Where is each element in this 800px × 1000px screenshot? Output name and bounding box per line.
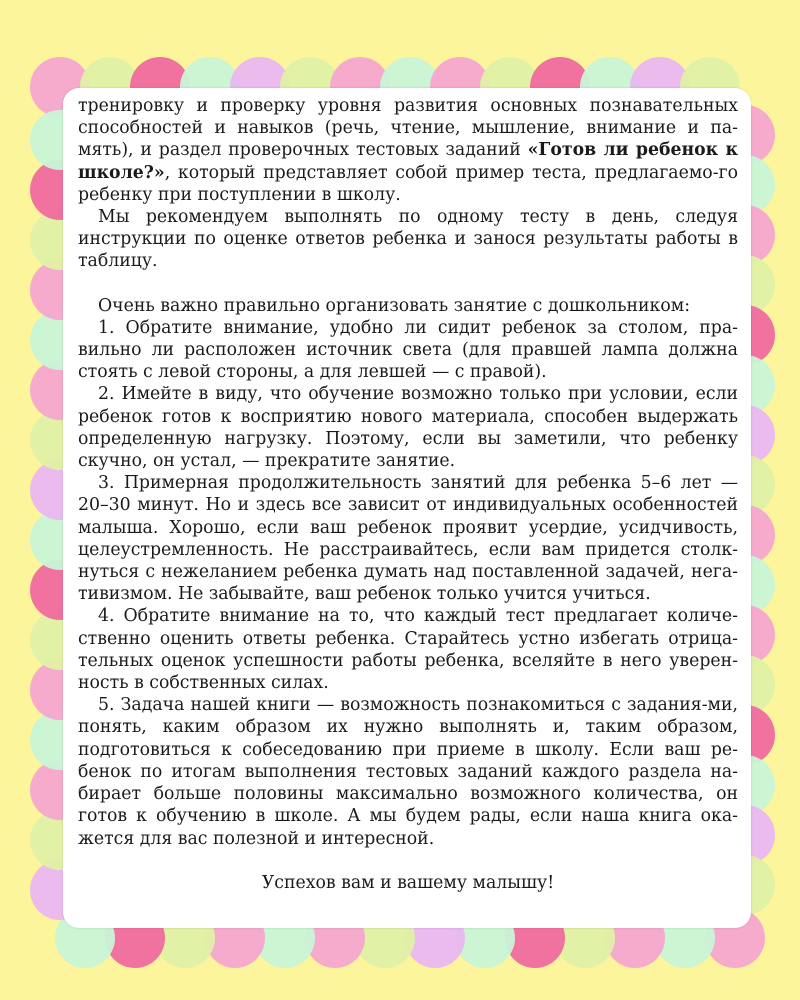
section-title: «Готов ли ребенок к школе?» (78, 140, 738, 183)
recommendation-paragraph: Мы рекомендуем выполнять по одному тесту в день, следуя инструкции по оценке ответов ребенка и занося результаты работы в таблицу. (78, 207, 738, 272)
list-item: 4. Обратите внимание на то, что каждый тест предлагает количе-ственно оценить ответы ребенка. Старайтесь устно избегать отрица-тельных оценок успешности работы ребенка, вселяйте в него уверен-ность в собственных силах. (78, 606, 738, 694)
page-text (78, 95, 738, 894)
list-item: 2. Имейте в виду, что обучение возможно только при условии, если ребенок готов к восприятию нового материала, способен выдержать определенную нагрузку. Поэтому, если вы заметили, что ребенку скучно, он устал, — прекратите занятие. (78, 384, 738, 472)
list-item: 3. Примерная продолжительность занятий для ребенка 5–6 лет — 20–30 минут. Но и здесь все зависит от индивидуальных особенностей малыша. Хорошо, если ваш ребенок проявит усердие, усидчивость, целеустремленность. Не расстраивайтесь, если вам придется столк-нуться с нежеланием ребенка думать над поставленной задачей, нега-тивизмом. Не забывайте, ваш ребенок только учится учиться. (78, 473, 738, 605)
list-item: 5. Задача нашей книги — возможность познакомиться с задания-ми, понять, каким образом их нужно выполнять и, таким образом, подготовиться к собеседованию при приеме в школу. Если ваш ре-бенок по итогам выполнения тестовых заданий каждого раздела на-бирает больше половины максимально возможного количества, он готов к обучению в школе. А мы будем рады, если наша книга ока-жется для вас полезной и интересной. (78, 695, 738, 849)
organize-heading: Очень важно правильно организовать занятие с дошкольником: (98, 295, 691, 316)
closing-line: Успехов вам и вашему малышу! (261, 872, 555, 893)
list-item: 1. Обратите внимание, удобно ли сидит ребенок за столом, пра-вильно ли расположен источник света (для правшей лампа должна стоять с левой стороны, а для левшей — с правой). (78, 317, 738, 383)
intro-paragraph: тренировку и проверку уровня развития основных познавательных способностей и навыков (речь, чтение, мышление, внимание и па-мять), и раздел проверочных тестовых заданий «Готов ли ребенок к школе?», который представляет собой пример теста, предлагаемо-го ребенку при поступлении в школу. (78, 96, 738, 205)
